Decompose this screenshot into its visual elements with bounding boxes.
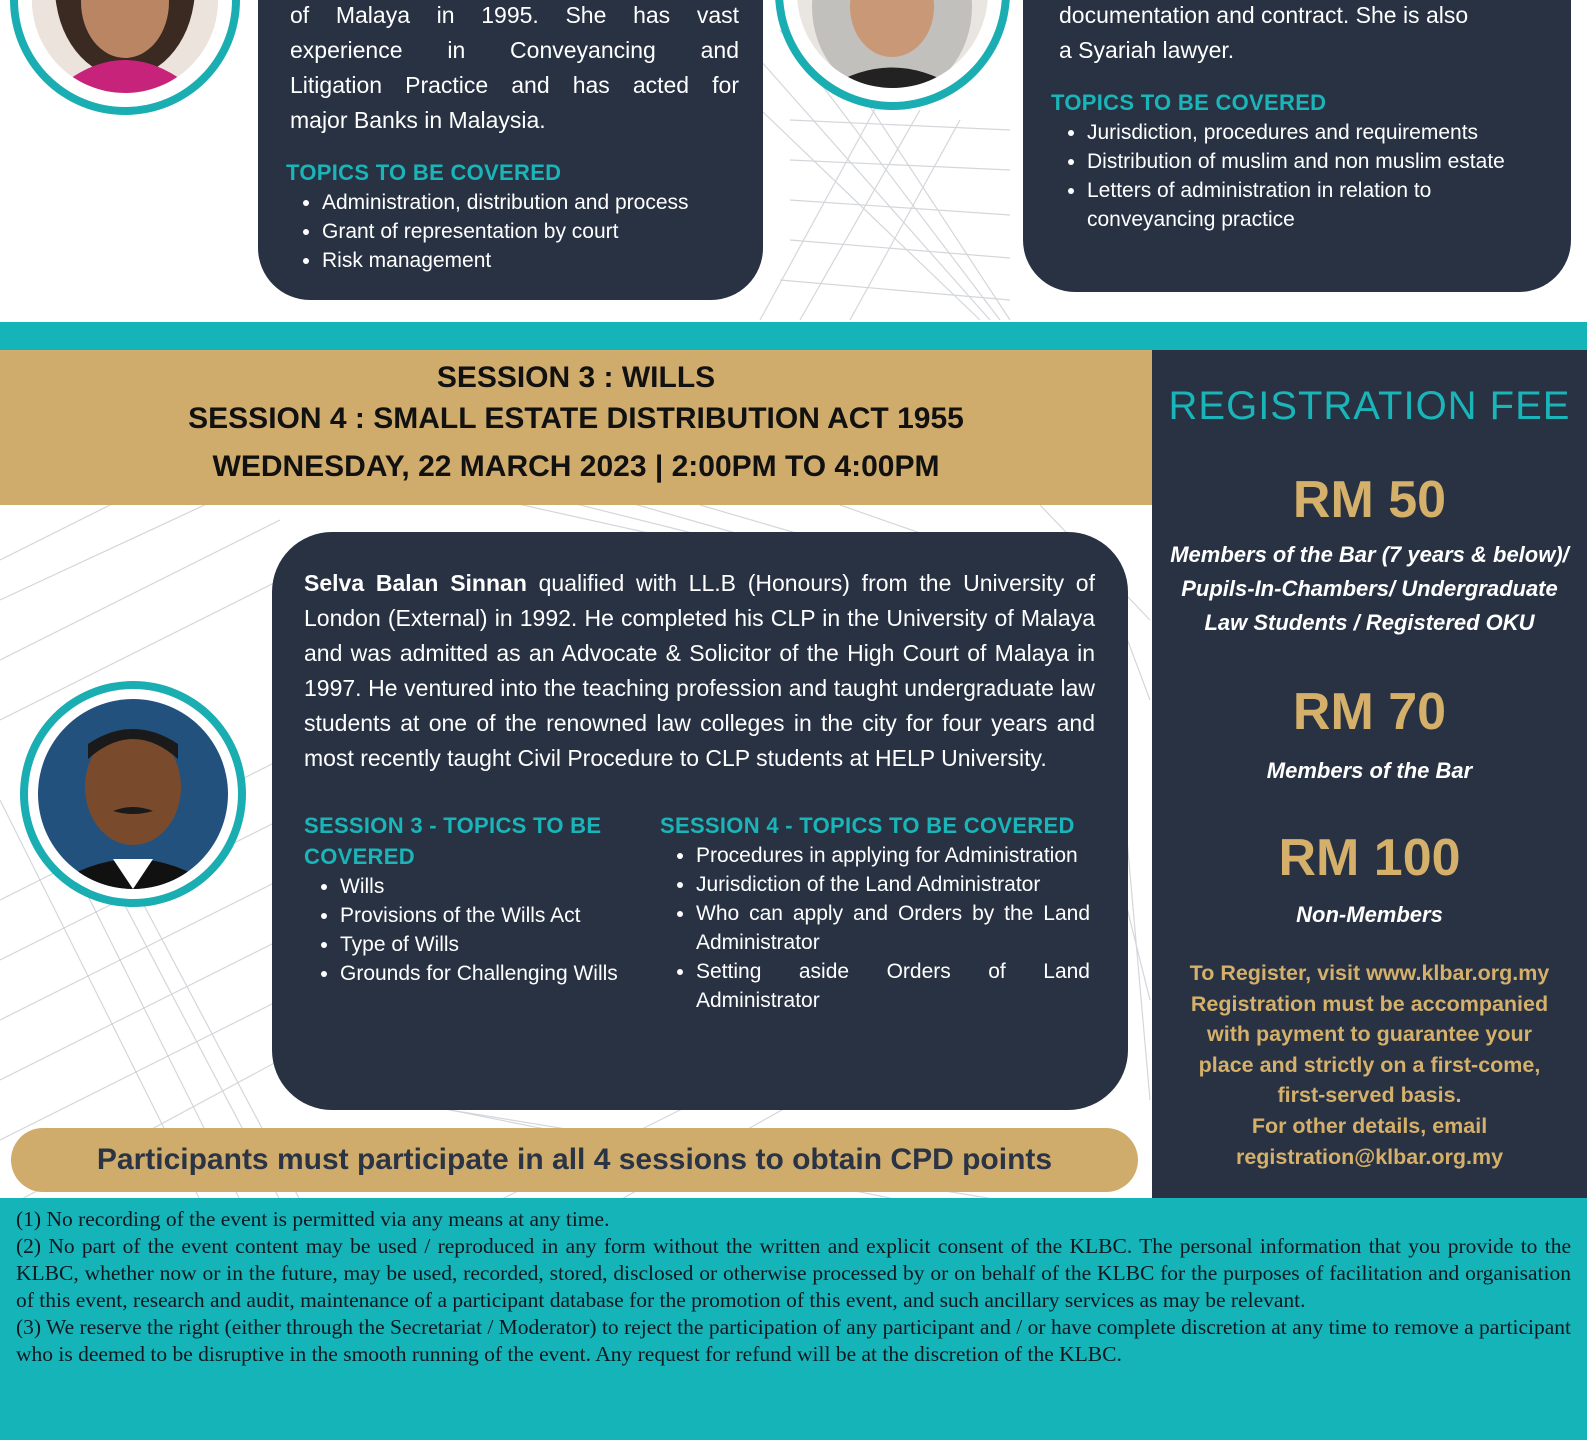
note-line: Registration must be accompanied xyxy=(1190,991,1549,1016)
disclaimer xyxy=(0,1198,1587,1440)
topic-item: Jurisdiction, procedures and requirements xyxy=(1051,118,1541,147)
topic-item: Administration, distribution and process xyxy=(286,188,739,217)
speaker-two-topics xyxy=(1051,118,1541,234)
section-divider xyxy=(0,322,1587,350)
session-banner xyxy=(0,350,1152,505)
fee-amount: RM 50 xyxy=(1292,471,1447,529)
speaker-three-avatar xyxy=(20,681,246,907)
fee-description: Members of the Bar (7 years & below)/ Pupils-In-Chambers/ Undergraduate Law Students / Registered OKU xyxy=(1170,542,1569,635)
fee-description: Non-Members xyxy=(1296,902,1443,927)
topic-item: Setting aside Orders of Land Administrator xyxy=(660,957,1090,1015)
fee-description: Members of the Bar xyxy=(1266,758,1473,783)
cpd-notice: Participants must participate in all 4 sessions to obtain CPD points xyxy=(11,1128,1138,1192)
note-line: first-served basis. xyxy=(1277,1083,1462,1108)
note-line: To Register, visit www.klbar.org.my xyxy=(1189,961,1550,985)
session-3-topic-list xyxy=(304,872,660,988)
speaker-three-bio xyxy=(304,566,1095,776)
topic-item: Risk management xyxy=(286,246,739,275)
speaker-two-card xyxy=(1023,0,1571,292)
session-3-topics xyxy=(304,810,660,1015)
speaker-three-card xyxy=(272,532,1128,1110)
note-line: with payment to guarantee your xyxy=(1207,1022,1532,1047)
disclaimer-item: (2) No part of the event content may be used / reproduced in any form without the written and explicit consent of the KLBC. The personal information that you provide to the KLBC, whether now or in the future, may be used, recorded, stored, disclosed or otherwise processed by or on behalf of the KLBC for the purposes of facilitation and organisation of this event, research and audit, maintenance of a participant database for the promotion of this event, and such ancillary services as may be relevant. xyxy=(16,1234,1571,1312)
topic-item: Jurisdiction of the Land Administrator xyxy=(660,870,1090,899)
registration-title: REGISTRATION FEE xyxy=(1168,384,1571,428)
topic-item: Type of Wills xyxy=(304,930,660,959)
fee-amount: RM 70 xyxy=(1292,683,1447,741)
session-4-topics-heading: SESSION 4 - TOPICS TO BE COVERED xyxy=(660,813,1075,838)
speaker-two-bio xyxy=(1059,0,1547,68)
fee-amount: RM 100 xyxy=(1278,829,1461,887)
session-date: WEDNESDAY, 22 MARCH 2023 | 2:00PM TO 4:00PM xyxy=(212,450,940,483)
session-3-topics-heading: SESSION 3 - TOPICS TO BE COVERED xyxy=(304,813,602,869)
session-4-topics xyxy=(660,810,1090,1015)
bio-line: experience in Conveyancing and xyxy=(290,37,739,63)
topic-item: Distribution of muslim and non muslim estate xyxy=(1051,147,1541,176)
speaker-one-card xyxy=(258,0,763,300)
speaker-two-topics-heading: TOPICS TO BE COVERED xyxy=(1051,90,1327,115)
speaker-three-name: Selva Balan Sinnan xyxy=(304,570,527,596)
bio-line: documentation and contract. She is also xyxy=(1059,2,1469,28)
topic-item: Letters of administration in relation to conveyancing practice xyxy=(1051,176,1541,234)
topic-item: Grant of representation by court xyxy=(286,217,739,246)
bio-line: major Banks in Malaysia. xyxy=(290,107,546,133)
disclaimer-item: (3) We reserve the right (either through the Secretariat / Moderator) to reject the participation of any participant and / or have complete discretion at any time to remove a participant who is deemed to be disruptive in the smooth running of the event. Any request for refund will be at the discretion of the KLBC. xyxy=(16,1315,1571,1366)
note-line: place and strictly on a first-come, xyxy=(1198,1052,1541,1077)
speaker-one-topics xyxy=(286,188,739,275)
speaker-one-topics-heading: TOPICS TO BE COVERED xyxy=(286,160,562,185)
session-3-title: SESSION 3 : WILLS xyxy=(436,361,716,394)
speaker-three-bio-text: qualified with LL.B (Honours) from the University of London (External) in 1992. He completed his CLP in the University of Malaya and was admitted as an Advocate & Solicitor of the High Court of Malaya in 1997. He ventured into the teaching profession and taught undergraduate law students at one of the renowned law colleges in the city for four years and most recently taught Civil Procedure to CLP students at HELP University. xyxy=(304,570,1095,771)
disclaimer-item: (1) No recording of the event is permitted via any means at any time. xyxy=(16,1207,610,1231)
topic-item: Who can apply and Orders by the Land Administrator xyxy=(660,899,1090,957)
session-4-title: SESSION 4 : SMALL ESTATE DISTRIBUTION ACT 1955 xyxy=(188,402,964,435)
topic-item: Wills xyxy=(304,872,660,901)
speaker-one-bio xyxy=(290,0,739,138)
registration-note xyxy=(1152,958,1587,1172)
session-4-topic-list xyxy=(660,841,1090,1015)
topic-item: Grounds for Challenging Wills xyxy=(304,959,660,988)
note-line: For other details, email xyxy=(1251,1113,1488,1138)
bio-line: of Malaya in 1995. She has vast xyxy=(290,2,739,28)
registration-fee-panel xyxy=(1152,350,1587,1198)
topic-item: Provisions of the Wills Act xyxy=(304,901,660,930)
bio-line: a Syariah lawyer. xyxy=(1059,37,1235,63)
note-line: registration@klbar.org.my xyxy=(1235,1144,1504,1169)
topic-item: Procedures in applying for Administration xyxy=(660,841,1090,870)
bio-line: Litigation Practice and has acted for xyxy=(290,72,739,98)
